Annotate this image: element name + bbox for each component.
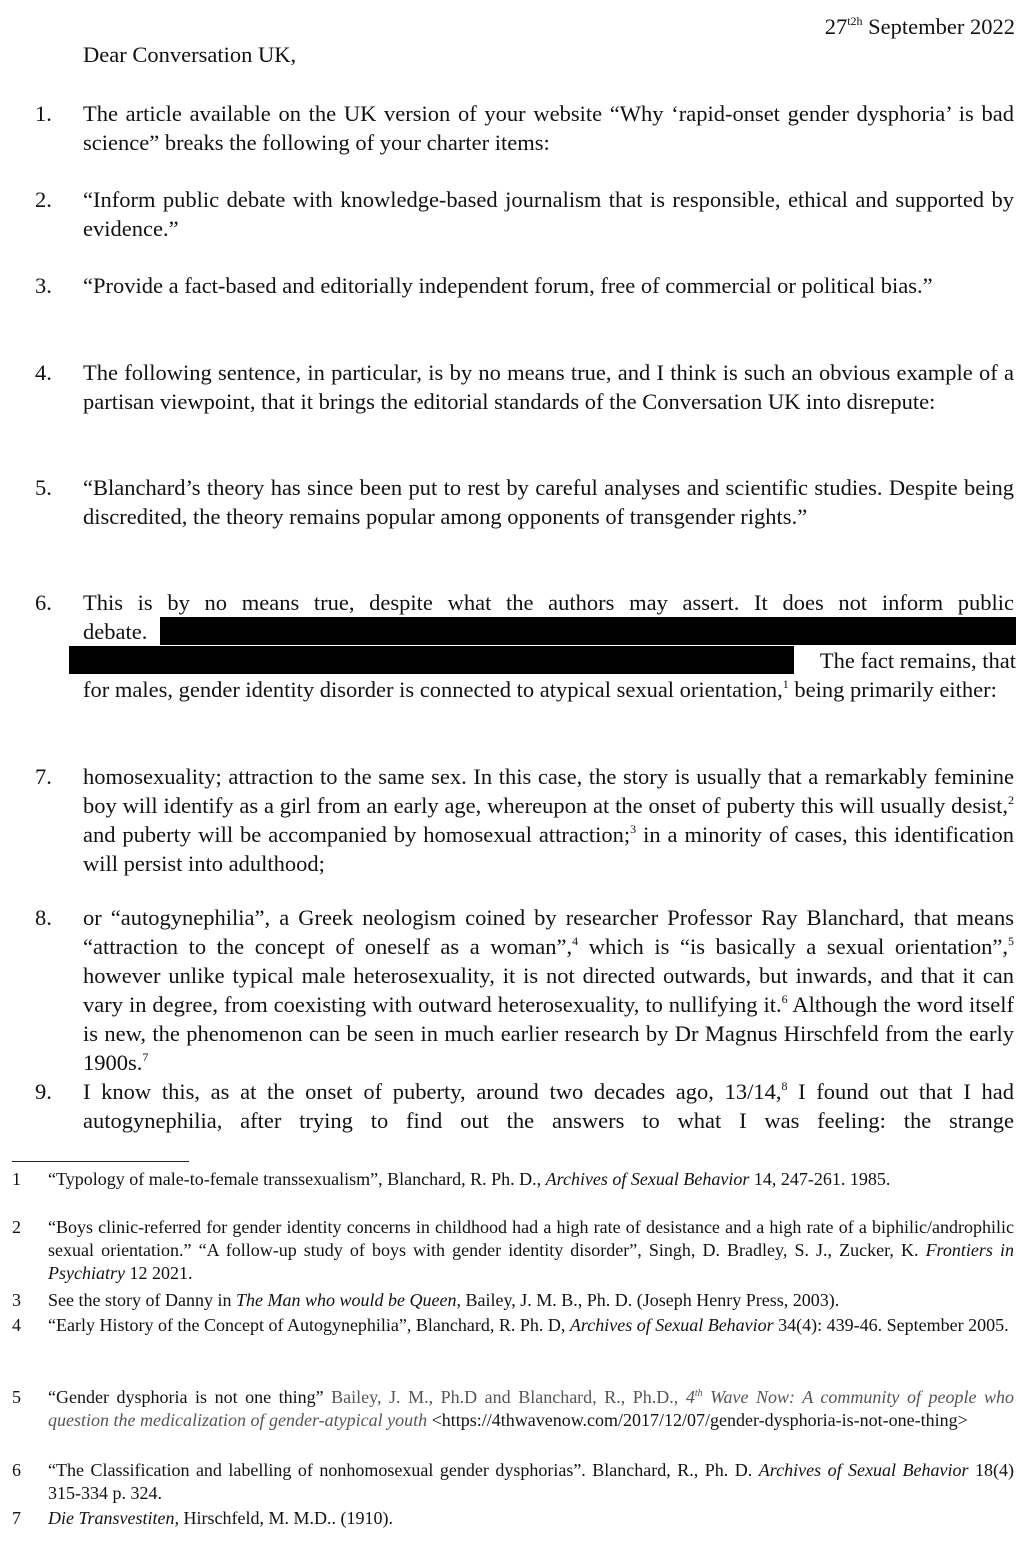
text-run: “The Classification and labelling of nonhomosexual gender dysphorias”. Blanchard, R., Ph. D. (48, 1460, 759, 1480)
numbered-paragraph (35, 762, 1014, 878)
footnote-ref: 2 (1008, 793, 1014, 807)
footnote (12, 1507, 1014, 1530)
book-title: The Man who would be Queen (235, 1290, 457, 1310)
paragraph-number: 6. (35, 590, 52, 615)
footnote (12, 1314, 1014, 1337)
paragraph-text: “Provide a fact-based and editorially independent forum, free of commercial or political bias.” (83, 273, 933, 298)
text-run: in a minority of cases, this identification will persist into adulthood; (83, 822, 1014, 876)
journal-title: Frontiers in Psychiatry (48, 1240, 1014, 1283)
text-run: “Boys clinic-referred for gender identity concerns in childhood had a high rate of desistance and a high rate of a biphilic/androphilic sexual orientation.” “A follow-up study of boys with gender identity disorder”, Singh, D. Bradley, S. J., Zucker, K. (48, 1217, 1014, 1260)
text-run: Bailey, J. M., Ph.D and Blanchard, R., Ph.D., (323, 1387, 686, 1407)
footnote-number: 6 (12, 1460, 21, 1480)
paragraph-text: “Blanchard’s theory has since been put to rest by careful analyses and scientific studies. Despite being discredited, the theory remains popular among opponents of transgender rights.” (83, 475, 1014, 529)
text-run: homosexuality; attraction to the same sex. In this case, the story is usually that a remarkably feminine boy will identify as a girl from an early age, whereupon at the onset of puberty this will usually desist, (83, 764, 1014, 818)
paragraph-text: The article available on the UK version of your website “Why ‘rapid-onset gender dysphoria’ is bad science” breaks the following of your charter items: (83, 101, 1014, 155)
footnote-number: 2 (12, 1217, 21, 1237)
footnote-ref: 4 (572, 934, 579, 948)
text-run: “Gender dysphoria is not one thing” (48, 1387, 324, 1407)
text-run: 18(4) 315-334 p. 324. (48, 1460, 1014, 1503)
paragraph-number: 8. (35, 905, 52, 930)
paragraph-number: 7. (35, 764, 52, 789)
footnote-separator (12, 1161, 189, 1162)
numbered-paragraph (35, 473, 1014, 531)
ordinal-suffix: th (694, 1388, 703, 1399)
paragraph-number: 9. (35, 1079, 52, 1104)
numbered-paragraph (35, 903, 1015, 1077)
text-run: See the story of Danny in (48, 1290, 236, 1310)
url-text: <https://4thwavenow.com/2017/12/07/gender-dysphoria-is-not-one-thing> (427, 1410, 968, 1430)
redaction-block (160, 617, 1016, 645)
numbered-paragraph (35, 358, 1014, 416)
numbered-paragraph (35, 185, 1014, 243)
book-title: Die Transvestiten, (48, 1508, 179, 1528)
footnote-ref: 7 (142, 1050, 149, 1064)
website-title: Wave Now: A community of people who question the medicalization of gender-atypical youth (48, 1387, 1015, 1430)
paragraph-number: 5. (35, 475, 52, 500)
text-run: Hirschfeld, M. M.D.. (1910). (179, 1508, 393, 1528)
text-run: and puberty will be accompanied by homosexual attraction; (83, 822, 631, 847)
numbered-paragraph (35, 588, 1014, 617)
footnote-number: 7 (12, 1508, 21, 1528)
paragraph-number: 4. (35, 360, 52, 385)
paragraph-number: 3. (35, 273, 52, 298)
paragraph-text-line: debate. (83, 619, 148, 644)
footnote-ref: 5 (1008, 934, 1015, 948)
paragraph-text: The following sentence, in particular, is by no means true, and I think is such an obvious example of a partisan viewpoint, that it brings the editorial standards of the Conversation UK into disrepute: (83, 360, 1014, 414)
paragraph-number: 2. (35, 187, 52, 212)
date-month-year: September 2022 (868, 14, 1015, 39)
footnote-number: 4 (12, 1315, 21, 1335)
footnote (12, 1216, 1014, 1285)
letter-date (825, 14, 1015, 40)
numbered-paragraph (35, 1077, 1014, 1135)
text-run: 14, 247-261. 1985. (749, 1169, 891, 1189)
text-run: Although the word itself is new, the phenomenon can be seen in much earlier research by Dr Magnus Hirschfeld from the early 1900s. (83, 992, 1014, 1075)
text-run: “Typology of male-to-female transsexualism”, Blanchard, R. Ph. D., (48, 1169, 546, 1189)
journal-title: Archives of Sexual Behavior (545, 1169, 750, 1189)
journal-title: Archives of Sexual Behavior (569, 1315, 774, 1335)
text-run: 34(4): 439-46. September 2005. (773, 1315, 1009, 1335)
paragraph-text: “Inform public debate with knowledge-based journalism that is responsible, ethical and supported by evidence.” (83, 187, 1014, 241)
journal-title: Archives of Sexual Behavior (758, 1460, 969, 1480)
text-run: I know this, as at the onset of puberty, around two decades ago, 13/14, (83, 1079, 782, 1104)
text-run: which is “is basically a sexual orientation”, (578, 934, 1009, 959)
text-run: for males, gender identity disorder is connected to atypical sexual orientation, (83, 677, 783, 702)
text-run: or “autogynephilia”, a Greek neologism coined by researcher Professor Ray Blanchard, that means “attraction to the concept of oneself as a woman”, (83, 905, 1014, 959)
redaction-block (69, 646, 794, 674)
paragraph-text: This is by no means true, despite what the authors may assert. It does not inform public (83, 590, 1014, 615)
text-run: “Early History of the Concept of Autogynephilia”, Blanchard, R. Ph. D, (48, 1315, 570, 1335)
footnote-ref: 8 (781, 1079, 788, 1093)
footnote (12, 1289, 1014, 1312)
footnote-ref: 6 (781, 992, 788, 1006)
footnote-number: 5 (12, 1387, 21, 1407)
footnote (12, 1386, 1015, 1432)
text-run: I found out that I had autogynephilia, after trying to find out the answers to what I was feeling: the strange (83, 1079, 1014, 1133)
footnote-number: 3 (12, 1290, 21, 1310)
date-suffix: t2h (847, 14, 863, 28)
text-run: 4 (685, 1387, 695, 1407)
numbered-paragraph (35, 271, 1014, 300)
paragraph-number: 1. (35, 101, 52, 126)
salutation: Dear Conversation UK, (83, 42, 297, 67)
paragraph-text-line: The fact remains, that (819, 648, 1016, 673)
footnote-ref: 1 (782, 677, 789, 691)
paragraph-text (83, 675, 1014, 704)
text-run: however unlike typical male heterosexuality, it is not directed outwards, but inwards, and that it can vary in degree, from coexisting with outward heterosexuality, to nullifying it. (83, 963, 1014, 1017)
footnote-number: 1 (12, 1169, 21, 1189)
date-day: 27 (824, 14, 848, 39)
footnote (12, 1168, 1014, 1191)
text-run: being primarily either: (788, 677, 997, 702)
numbered-paragraph (35, 99, 1014, 157)
footnote-ref: 3 (630, 822, 637, 836)
text-run: 12 2021. (124, 1263, 193, 1283)
footnote (12, 1459, 1014, 1505)
text-run: , Bailey, J. M. B., Ph. D. (Joseph Henry Press, 2003). (456, 1290, 840, 1310)
